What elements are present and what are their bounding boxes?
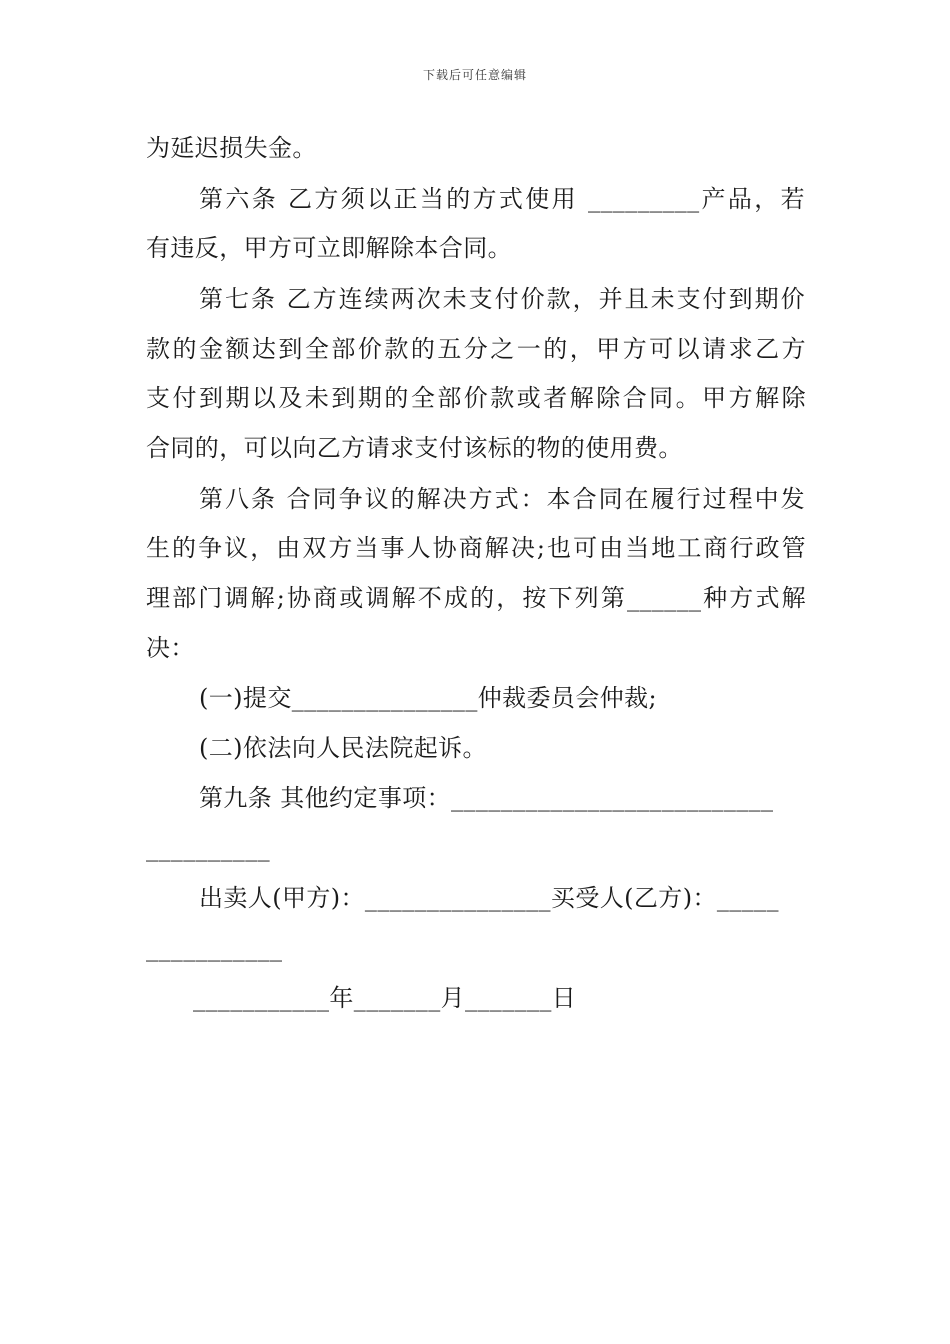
page-header: 下载后可任意编辑 [422, 68, 527, 82]
article-eight-line: 决： [146, 634, 195, 662]
signature-blank-line: ___________ [146, 934, 283, 962]
option-one-line: (一)提交_______________仲裁委员会仲裁; [199, 684, 658, 712]
article-seven-line: 合同的，可以向乙方请求支付该标的物的使用费。 [146, 434, 683, 462]
article-seven-line: 款的金额达到全部价款的五分之一的，甲方可以请求乙方 [146, 335, 806, 363]
date-line: ___________年_______月_______日 [193, 984, 577, 1012]
article-nine-blank-line: __________ [146, 834, 270, 862]
signature-line: 出卖人(甲方)：_______________买受人(乙方)：_____ [199, 884, 779, 912]
article-eight-line: 理部门调解;协商或调解不成的，按下列第______种方式解 [146, 584, 806, 612]
article-six-line: 有违反，甲方可立即解除本合同。 [146, 234, 512, 262]
paragraph-line: 为延迟损失金。 [146, 134, 317, 162]
article-six-line: 第六条 乙方须以正当的方式使用 _________产品，若 [199, 185, 805, 213]
option-two-line: (二)依法向人民法院起诉。 [199, 734, 487, 762]
article-eight-line: 第八条 合同争议的解决方式：本合同在履行过程中发 [199, 485, 805, 513]
article-seven-line: 支付到期以及未到期的全部价款或者解除合同。甲方解除 [146, 384, 806, 412]
article-seven-line: 第七条 乙方连续两次未支付价款，并且未支付到期价 [199, 285, 805, 313]
article-eight-line: 生的争议，由双方当事人协商解决;也可由当地工商行政管 [146, 534, 806, 562]
article-nine-line: 第九条 其他约定事项：__________________________ [199, 784, 774, 812]
